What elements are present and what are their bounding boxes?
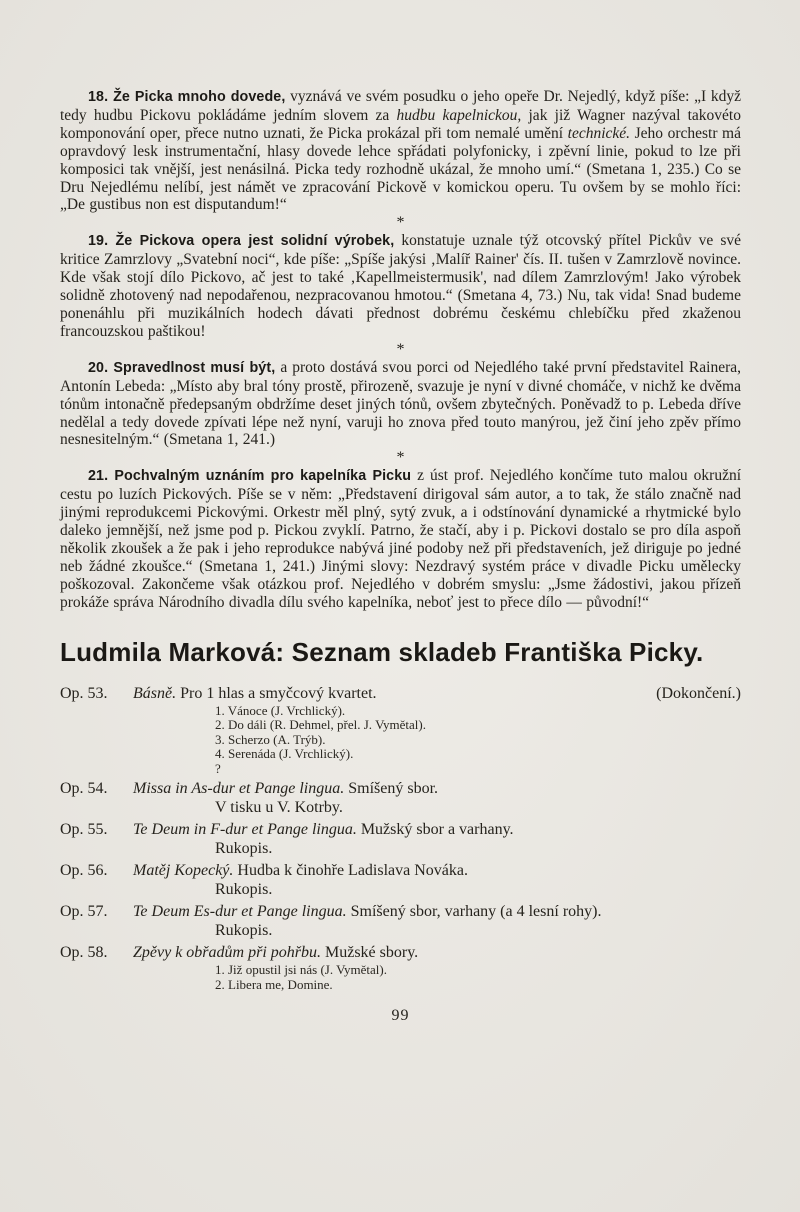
opus-body: [133, 820, 741, 858]
paragraph-18: [60, 88, 741, 214]
paragraph-text: vyznává ve svém posudku o jeho opeře Dr. Nejedlý, když píše: „I když tedy hudbu Pickovu pokládáme jedním slovem za: [60, 88, 741, 124]
paragraph-lead: 18. Že Picka mnoho dovede,: [88, 89, 286, 105]
opus-title: Matěj Kopecký.: [133, 862, 234, 880]
opus-number: Op. 56.: [60, 862, 108, 880]
opus-entry: [60, 779, 741, 817]
opus-title: Básně.: [133, 684, 177, 702]
continuation-note: (Dokončení.): [656, 684, 741, 702]
opus-movement: 4. Serenáda (J. Vrchlický).: [215, 746, 354, 762]
opus-title-line: [133, 684, 693, 703]
opus-title-line: [133, 902, 693, 921]
opus-description: Smíšený sbor, varhany (a 4 lesní rohy).: [350, 903, 602, 921]
paragraph-text: Jeho orchestr má opravdový lesk instrumentační, hlasy dovede lehce spřádati polyfonicky, i zpěvní linie, pokud to lze při komposici tak vnější, jest nenásilná. Picka tedy rozhodně ukázal, že mnoho umí.“ (Smetana 1, 235.) Co se Dru Nejedlému nelíbí, jest námět ve zpracování Pickově v komickou operu. Tu ovšem by se mohlo říci: „De gustibus non est disputandum!“: [60, 124, 741, 214]
opus-list: [60, 684, 741, 993]
opus-title: Zpěvy k obřadům při pohřbu.: [133, 944, 321, 962]
paragraph-text: hudbu kapelnickou,: [396, 106, 522, 124]
opus-number: Op. 55.: [60, 821, 108, 839]
opus-body: [133, 779, 741, 817]
opus-title-line: [133, 820, 693, 839]
opus-entry: [60, 861, 741, 899]
paragraph-text: z úst prof. Nejedlého končíme tuto malou okružní cestu po luzích Pickových. Píše se v něm: „Představení dirigoval sám autor, a to tak, že stálo značně nad jinými reprodukcemi Pickovými. Orkestr měl plný, sytý zvuk, a i odstínování dynamické a rhytmické bylo daleko jemnější, než jsme pod p. Pickou zvyklí. Patrno, že stačí, aby i p. Pickovi dostalo se pro díla aspoň několik zkoušek a že pak i jeho reprodukce nabývá jiné podoby než při představeních, jež diriguje po jedné neb žádné zkoušce.“ (Smetana 1, 241.) Jinými slovy: Nezdravý systém práce v divadle Picku umělecky poškozoval. Zakončeme však otázkou prof. Nejedlého v dobrém smyslu: „Jsme žádostivi, jakou přízeň prokáže správa Národního divadla dílu svého kapelníka, neboť jest to přece dílo — původní!“: [60, 467, 742, 611]
opus-number: Op. 54.: [60, 780, 108, 798]
opus-list-section: [60, 684, 741, 993]
opus-entry: [60, 820, 741, 858]
opus-movement: ?: [215, 760, 221, 776]
opus-entry: [60, 902, 741, 940]
opus-publication-note: Rukopis.: [215, 840, 273, 858]
opus-movement-list: [215, 704, 741, 777]
opus-number: Op. 53.: [60, 684, 108, 702]
opus-movement: 3. Scherzo (A. Trýb).: [215, 731, 326, 747]
opus-title-line: [133, 779, 693, 798]
paragraph-19: [60, 232, 741, 340]
asterisk-separator: *: [396, 340, 405, 358]
opus-description: Mužský sbor a varhany.: [360, 821, 514, 839]
asterisk-separator: *: [396, 214, 405, 232]
opus-publication-note: V tisku u V. Kotrby.: [215, 799, 343, 817]
opus-movement: 2. Do dáli (R. Dehmel, přel. J. Vymětal).: [215, 717, 426, 733]
paragraph-21: [60, 467, 741, 611]
opus-title: Te Deum in F-dur et Pange lingua.: [133, 821, 357, 839]
opus-title-line: [133, 943, 693, 962]
paragraph-text: technické.: [567, 124, 631, 142]
review-paragraphs: [60, 88, 741, 612]
opus-description: Mužské sbory.: [324, 944, 419, 962]
paragraph-text: jak již Wagner nazýval takovéto komponování oper, přece nutno uznati, že Picka prokázal při tom nemalé umění: [60, 106, 741, 142]
section-heading: Ludmila Marková: Seznam skladeb Františka Picky.: [60, 636, 704, 667]
opus-body: [133, 943, 741, 992]
opus-body: [133, 902, 741, 940]
opus-description: Smíšený sbor.: [348, 780, 439, 798]
paragraph-lead: 19. Že Pickova opera jest solidní výrobek,: [88, 233, 395, 250]
text-block: [60, 88, 741, 1025]
page-number: 99: [391, 1007, 410, 1025]
opus-entry: [60, 943, 741, 992]
opus-movement: 1. Již opustil jsi nás (J. Vymětal).: [215, 962, 388, 978]
opus-description: Hudba k činohře Ladislava Nováka.: [237, 862, 468, 880]
paragraph-20: [60, 359, 741, 450]
paragraph-text: a proto dostává svou porci od Nejedlého také první představitel Rainera, Antonín Lebeda: „Místo aby bral tóny prostě, přirozeně, svazuje je nyní v divné chomáče, v nichž ke dvěma tónům intonačně předepsaným obdržíme deset jiných tónů, ovšem zbytečných. Poněvadž to p. Lebeda dříve nedělal a tedy dovede zpívati lépe než nyní, varuji ho znova před touto manýrou, jež činí jeho zpěv přímo nesnesitelným.“ (Smetana 1, 241.): [60, 358, 742, 449]
opus-description: Pro 1 hlas a smyčcový kvartet.: [180, 684, 377, 702]
opus-title: Te Deum Es-dur et Pange lingua.: [133, 903, 347, 921]
opus-title: Missa in As-dur et Pange lingua.: [133, 780, 345, 798]
asterisk-separator: *: [396, 449, 405, 467]
opus-movement: 1. Vánoce (J. Vrchlický).: [215, 702, 346, 718]
paragraph-lead: 20. Spravedlnost musí být,: [88, 359, 276, 376]
opus-movement: 2. Libera me, Domine.: [215, 976, 333, 992]
opus-number: Op. 58.: [60, 944, 108, 962]
opus-entry: [60, 684, 741, 777]
opus-movement-list: [215, 963, 741, 992]
opus-body: [133, 684, 741, 777]
paragraph-text: konstatuje uznale týž otcovský přítel Pickův ve své kritice Zamrzlovy „Svatební noci“, kde píše: „Spíše jakýsi ‚Malíř Rainer' čís. II. tušen v Zamrzlově novince. Kde však stojí dílo Pickovo, ač jest to také ‚Kapellmeistermusik', nad dílem Zamrzlovým! Jako výrobek solidně zhotovený nad nepodařenou, nezpracovanou hmotou.“ (Smetana 4, 73.) Nu, tak vida! Snad budeme ponenáhlu při muzikálních hodech dávati přednost dobrému českému chlebíčku před zkaženou francouzskou paštikou!: [60, 232, 741, 340]
opus-body: [133, 861, 741, 899]
paragraph-lead: 21. Pochvalným uznáním pro kapelníka Picku: [88, 468, 412, 485]
opus-publication-note: Rukopis.: [215, 881, 273, 899]
opus-title-line: [133, 861, 693, 880]
opus-publication-note: Rukopis.: [215, 922, 273, 940]
opus-number: Op. 57.: [60, 903, 108, 921]
